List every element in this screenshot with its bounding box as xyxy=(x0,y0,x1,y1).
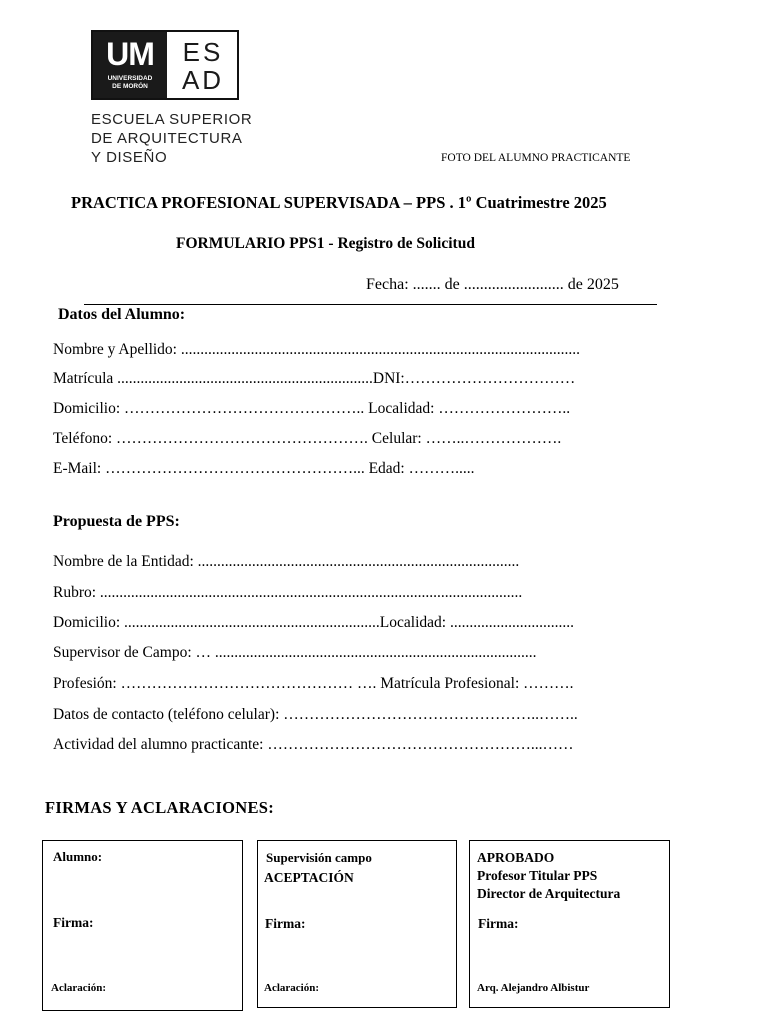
entity-sector-field: Rubro: ............................................................................................................. xyxy=(53,584,523,601)
school-name-line3: Y DISEÑO xyxy=(91,149,168,166)
approval-signature-box xyxy=(469,840,670,1008)
clarification-label: Aclaración: xyxy=(51,982,106,994)
student-section-heading: Datos del Alumno: xyxy=(58,306,186,323)
supervisor-signature-box xyxy=(257,840,457,1008)
signature-label: Firma: xyxy=(478,916,519,931)
um-esad-logo xyxy=(91,30,239,100)
um-wordmark: UM xyxy=(106,36,154,72)
student-email-field: E-Mail: …………………………………………... Edad: ………..... xyxy=(53,460,475,477)
photo-label: FOTO DEL ALUMNO PRACTICANTE xyxy=(441,152,631,164)
signature-label: Firma: xyxy=(265,916,306,931)
field-supervisor-field: Supervisor de Campo: … ................................................................................... xyxy=(53,644,537,661)
student-signature-box xyxy=(42,840,243,1011)
esad-wordmark-line2: AD xyxy=(181,65,225,95)
school-name-line2: DE ARQUITECTURA xyxy=(91,130,243,147)
student-phone-field: Teléfono: …………………………………………. Celular: ……..………………. xyxy=(53,430,562,447)
clarification-label: Aclaración: xyxy=(264,982,319,994)
signature-box-title: Alumno: xyxy=(53,849,103,864)
student-id-field: Matrícula ..................................................................DNI:…………………………… xyxy=(53,370,576,387)
student-activity-field: Actividad del alumno practicante: ……………………………………………...…… xyxy=(53,736,574,753)
proposal-section-heading: Propuesta de PPS: xyxy=(53,513,180,530)
school-name-line1: ESCUELA SUPERIOR xyxy=(91,111,253,128)
contact-data-field: Datos de contacto (teléfono celular): …………………………………………..…….. xyxy=(53,706,578,723)
student-address-field: Domicilio: ……………………………………….. Localidad: …………………….. xyxy=(53,400,571,417)
date-line: Fecha: ....... de ......................... de 2025 xyxy=(366,276,619,293)
student-name-field: Nombre y Apellido: ....................................................................................................... xyxy=(53,341,580,358)
signature-box-title: APROBADO xyxy=(477,850,555,865)
signature-box-subtitle: Profesor Titular PPS xyxy=(477,868,598,883)
signature-box-subtitle-2: Director de Arquitectura xyxy=(477,886,621,901)
document-title: PRACTICA PROFESIONAL SUPERVISADA – PPS . 1º Cuatrimestre 2025 xyxy=(71,193,607,212)
university-name-line1: UNIVERSIDAD xyxy=(107,75,153,82)
signature-box-subtitle: ACEPTACIÓN xyxy=(264,870,354,885)
university-name-line2: DE MORÓN xyxy=(112,83,148,90)
form-subtitle: FORMULARIO PPS1 - Registro de Solicitud xyxy=(176,235,475,252)
entity-address-field: Domicilio: ..................................................................Localidad: ................................ xyxy=(53,614,574,631)
signature-label: Firma: xyxy=(53,915,94,930)
signatures-heading: FIRMAS Y ACLARACIONES: xyxy=(45,798,275,817)
profession-field: Profesión: ……………………………………… …. Matrícula Profesional: ………. xyxy=(53,675,574,692)
esad-logo-block xyxy=(167,32,239,98)
um-logo-block xyxy=(93,32,167,98)
signature-box-title: Supervisión campo xyxy=(266,850,372,865)
entity-name-field: Nombre de la Entidad: ................................................................................... xyxy=(53,553,520,570)
header-divider xyxy=(84,304,657,305)
esad-wordmark-line1: ES xyxy=(182,37,224,67)
approver-name: Arq. Alejandro Albistur xyxy=(477,982,590,994)
